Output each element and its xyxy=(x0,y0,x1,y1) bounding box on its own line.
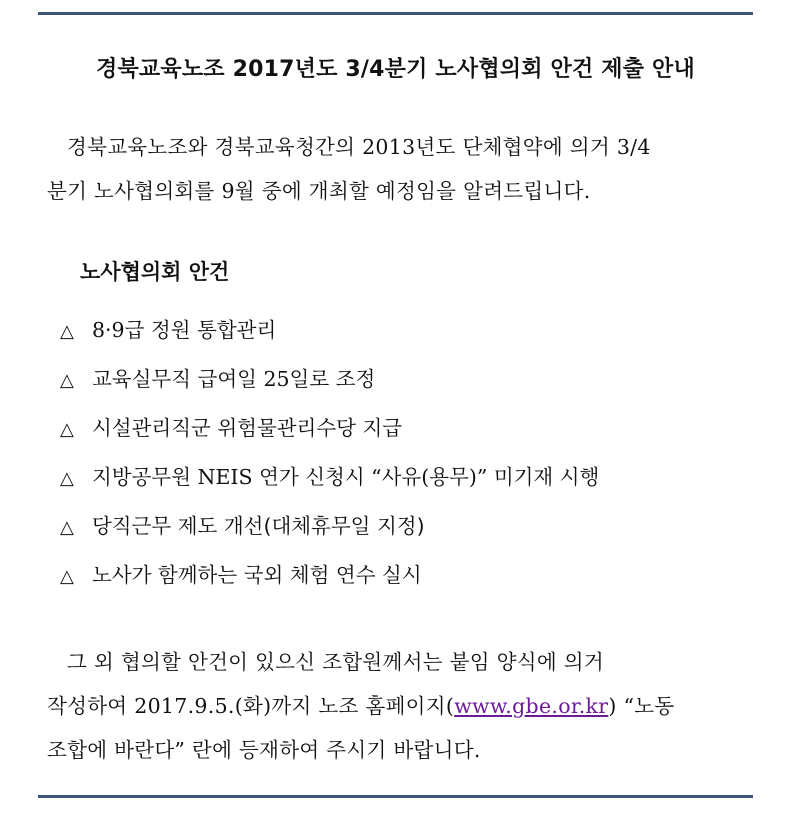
triangle-marker-icon: △ xyxy=(60,468,74,489)
closing-paragraph xyxy=(47,640,759,772)
agenda-item-text: 지방공무원 NEIS 연가 신청시 “사유(용무)” 미기재 시행 xyxy=(92,465,600,489)
triangle-marker-icon: △ xyxy=(60,321,74,342)
bottom-divider xyxy=(38,795,753,798)
agenda-item-text: 8·9급 정원 통합관리 xyxy=(92,318,277,342)
agenda-item-text: 교육실무직 급여일 25일로 조정 xyxy=(92,367,376,391)
closing-line-2 xyxy=(47,684,759,728)
triangle-marker-icon: △ xyxy=(60,566,74,587)
agenda-item xyxy=(60,502,599,551)
agenda-heading: 노사협의회 안건 xyxy=(80,260,230,284)
intro-line-1: 경북교육노조와 경북교육청간의 2013년도 단체협약에 의거 3/4 xyxy=(67,135,651,159)
closing-line-3: 조합에 바란다” 란에 등재하여 주시기 바랍니다. xyxy=(47,738,481,762)
agenda-item xyxy=(60,404,599,453)
agenda-item-text: 당직근무 제도 개선(대체휴무일 지정) xyxy=(92,514,425,538)
top-divider xyxy=(38,12,753,15)
homepage-link[interactable]: www.gbe.or.kr xyxy=(454,694,609,718)
intro-paragraph xyxy=(47,125,759,213)
agenda-item xyxy=(60,551,599,600)
triangle-marker-icon: △ xyxy=(60,370,74,391)
agenda-item xyxy=(60,355,599,404)
agenda-list xyxy=(60,306,599,600)
agenda-item xyxy=(60,306,599,355)
triangle-marker-icon: △ xyxy=(60,517,74,538)
agenda-item-text: 노사가 함께하는 국외 체험 연수 실시 xyxy=(92,563,422,587)
closing-line-1: 그 외 협의할 안건이 있으신 조합원께서는 붙임 양식에 의거 xyxy=(67,650,605,674)
intro-line-2: 분기 노사협의회를 9월 중에 개최할 예정임을 알려드립니다. xyxy=(47,179,591,203)
agenda-item xyxy=(60,453,599,502)
triangle-marker-icon: △ xyxy=(60,419,74,440)
closing-line-2-after: ) “노동 xyxy=(608,694,675,718)
agenda-item-text: 시설관리직군 위험물관리수당 지급 xyxy=(92,416,403,440)
document-title: 경북교육노조 2017년도 3/4분기 노사협의회 안건 제출 안내 xyxy=(96,57,695,82)
closing-line-2-before: 작성하여 2017.9.5.(화)까지 노조 홈페이지( xyxy=(47,694,455,718)
